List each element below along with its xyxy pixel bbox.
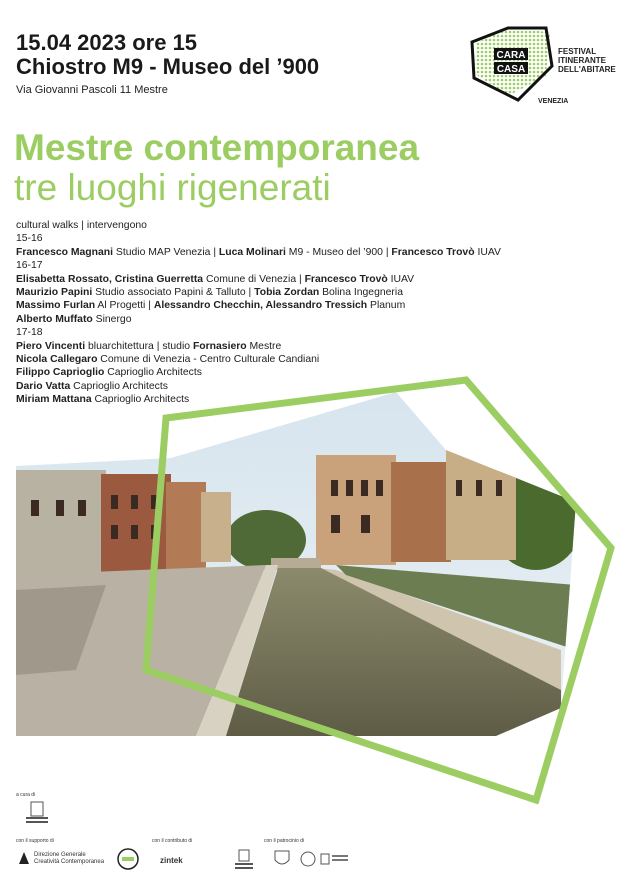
venice-crest-icon [22,800,52,826]
speaker-name: Luca Molinari [218,246,286,258]
speaker-name: Miriam Mattana [16,394,92,406]
speaker-name: Alessandro Checchin, Alessandro Tressich [153,300,368,312]
time-slot-2: 16-17 [16,260,43,272]
speaker-name: Massimo Furlan [16,300,96,312]
dgcc-line2: Creatività Contemporanea [34,859,105,865]
speaker-affiliation: Comune di Venezia | [203,273,305,285]
logo-line3: DELL'ABITARE [558,65,616,74]
time-slot-1: 15-16 [16,233,43,245]
speaker-row [16,286,616,299]
speaker-row [16,299,616,312]
logo-word-casa: CASA [496,64,526,75]
slot2-speakers [16,273,616,327]
event-venue: Chiostro M9 - Museo del ’900 [16,54,320,79]
speaker-row [16,273,616,286]
logo-word-cara: CARA [496,50,526,61]
dgcc-logo-icon [18,851,30,865]
title-line2: tre luoghi rigenerati [14,167,331,208]
logo-city: VENEZIA [538,98,569,105]
speaker-affiliation: Bolina Ingegneria [319,287,403,299]
speaker-affiliation: Caprioglio Architects [70,380,168,392]
speaker-name: Nicola Callegaro [16,354,98,366]
speaker-affiliation: bluarchitettura | studio [85,340,193,352]
speaker-row [16,353,616,366]
canal-photo [16,370,616,820]
speaker-affiliation: IUAV [387,273,415,285]
speaker-name: Dario Vatta [16,380,71,392]
zintek-logo: zintek [160,856,183,865]
speaker-name: Elisabetta Rossato, Cristina Guerretta [16,273,204,285]
speaker-affiliation: Comune di Venezia - Centro Culturale Candiani [97,354,320,366]
speaker-name: Francesco Trovò [304,273,388,285]
speaker-affiliation: Caprioglio Architects [104,367,202,379]
speaker-name: Tobia Zordan [254,287,320,299]
speaker-row [16,246,616,259]
dgcc-logo-text [34,852,104,866]
contribution-label: con il contributo di [152,838,193,844]
speaker-name: Piero Vincenti [16,340,86,352]
speaker-affiliation: IUAV [474,246,501,258]
logo-line1: FESTIVAL [558,47,597,56]
speaker-name: Francesco Magnani [16,246,114,258]
speaker-name: Maurizio Papini [16,287,93,299]
speaker-name: Filippo Caprioglio [16,367,105,379]
speaker-affiliation: M9 - Museo del ’900 | [285,246,392,258]
time-slot-3: 17-18 [16,327,43,339]
title-line1: Mestre contemporanea [14,127,420,168]
patronage-label: con il patrocinio di [264,838,305,844]
speaker-name: Alberto Muffato [16,313,93,325]
support-label: con il supporto di [16,838,54,844]
speaker-row [16,340,616,353]
round-badge-logo-icon [117,848,139,870]
city-shield-icon [272,848,292,870]
venice-crest-icon-2 [232,848,256,870]
seal-icon [300,850,316,868]
event-date-time: 15.04 2023 ore 15 [16,30,198,55]
event-address: Via Giovanni Pascoli 11 Mestre [16,84,168,96]
slot1-speakers [16,246,616,259]
speaker-affiliation: Mestre [246,340,282,352]
cara-casa-logo [468,18,618,113]
logo-line2: ITINERANTE [558,56,606,65]
speaker-affiliation: Sinergo [92,313,132,325]
speaker-affiliation: Caprioglio Architects [91,394,190,406]
speaker-affiliation: Planum [367,300,406,312]
speaker-affiliation: Studio associato Papini & Talluto | [92,287,255,299]
speaker-affiliation: Al Progetti | [95,300,154,312]
speaker-name: Fornasiero [192,340,247,352]
dgcc-line1: Direzione Generale [34,852,86,858]
speaker-name: Francesco Trovò [391,246,475,258]
speaker-row [16,313,616,326]
institution-logo-icon [320,852,350,866]
program-intro: cultural walks | intervengono [16,220,147,231]
curated-by-label: a cura di [16,792,36,798]
speaker-affiliation: Studio MAP Venezia | [113,246,219,258]
